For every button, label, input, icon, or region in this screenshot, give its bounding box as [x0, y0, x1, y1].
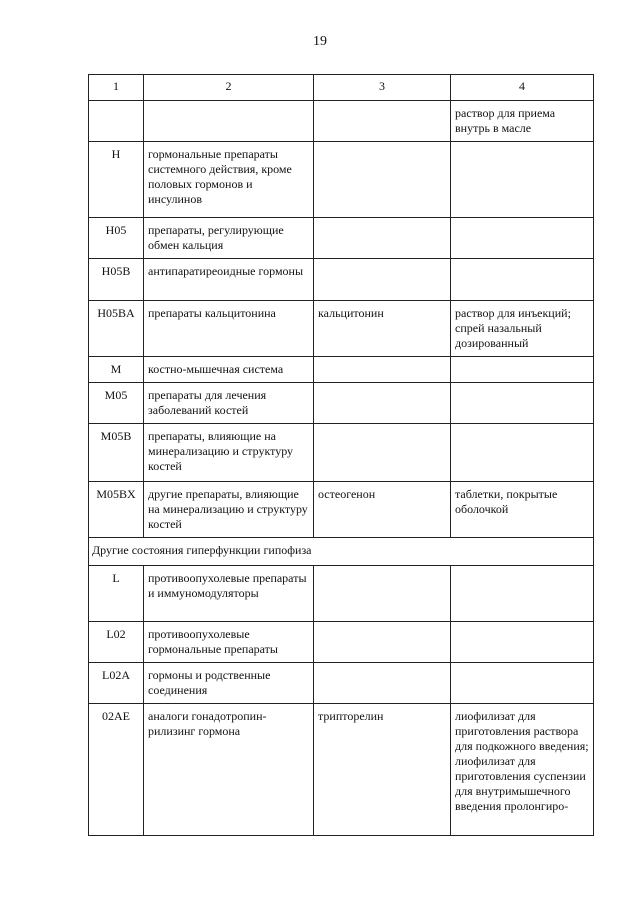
code-cell: M05 [89, 383, 144, 424]
table-row [89, 622, 594, 663]
form-cell [451, 663, 594, 704]
column-header-2: 2 [144, 75, 314, 101]
table-row [89, 357, 594, 383]
group-cell: аналоги гонадотропин-рилизинг гормона [144, 704, 314, 836]
code-cell: M05BX [89, 482, 144, 538]
drug-cell: остеогенон [314, 482, 451, 538]
code-cell: L02A [89, 663, 144, 704]
drug-cell: трипторелин [314, 704, 451, 836]
group-cell: костно-мышечная система [144, 357, 314, 383]
table-row [89, 218, 594, 259]
table-row [89, 383, 594, 424]
page-number: 19 [313, 34, 327, 49]
group-cell: гормоны и родственные соединения [144, 663, 314, 704]
column-header-4: 4 [451, 75, 594, 101]
group-cell: препараты кальцитонина [144, 301, 314, 357]
form-cell: таблетки, покрытые оболочкой [451, 482, 594, 538]
drug-cell [314, 383, 451, 424]
code-cell: H05 [89, 218, 144, 259]
form-cell [451, 622, 594, 663]
form-cell [451, 566, 594, 622]
code-cell: L [89, 566, 144, 622]
table-row [89, 259, 594, 301]
form-cell [451, 259, 594, 301]
group-cell [144, 101, 314, 142]
code-cell: H [89, 142, 144, 218]
table-header-row [89, 75, 594, 101]
drug-cell [314, 101, 451, 142]
form-cell: раствор для инъекций; спрей назальный дозированный [451, 301, 594, 357]
form-cell [451, 383, 594, 424]
drug-cell: кальцитонин [314, 301, 451, 357]
table-row [89, 482, 594, 538]
form-cell [451, 142, 594, 218]
table-row [89, 301, 594, 357]
group-cell: противоопухолевые гормональные препараты [144, 622, 314, 663]
drug-cell [314, 259, 451, 301]
group-cell: противоопухолевые препараты и иммуномодуляторы [144, 566, 314, 622]
form-cell [451, 218, 594, 259]
drug-cell [314, 663, 451, 704]
group-cell: препараты, влияющие на минерализацию и структуру костей [144, 424, 314, 482]
code-cell: H05B [89, 259, 144, 301]
table-row [89, 663, 594, 704]
code-cell: M [89, 357, 144, 383]
form-cell [451, 357, 594, 383]
drug-cell [314, 622, 451, 663]
drug-cell [314, 218, 451, 259]
form-cell: раствор для приема внутрь в масле [451, 101, 594, 142]
section-row [89, 538, 594, 566]
table-row [89, 424, 594, 482]
form-cell: лиофилизат для приготовления раствора для подкожного введения; лиофилизат для приготовления суспензии для внутримышечного введения пролонгиро- [451, 704, 594, 836]
column-header-1: 1 [89, 75, 144, 101]
group-cell: препараты для лечения заболеваний костей [144, 383, 314, 424]
table-row [89, 566, 594, 622]
table-row [89, 704, 594, 836]
code-cell: H05BA [89, 301, 144, 357]
drug-cell [314, 357, 451, 383]
drug-cell [314, 142, 451, 218]
code-cell: 02AE [89, 704, 144, 836]
form-cell [451, 424, 594, 482]
group-cell: другие препараты, влияющие на минерализацию и структуру костей [144, 482, 314, 538]
column-header-3: 3 [314, 75, 451, 101]
code-cell: M05B [89, 424, 144, 482]
group-cell: препараты, регулирующие обмен кальция [144, 218, 314, 259]
drug-cell [314, 424, 451, 482]
group-cell: гормональные препараты системного действия, кроме половых гормонов и инсулинов [144, 142, 314, 218]
medication-table [88, 74, 594, 836]
group-cell: антипаратиреоидные гормоны [144, 259, 314, 301]
table-row [89, 101, 594, 142]
table-row [89, 142, 594, 218]
code-cell: L02 [89, 622, 144, 663]
code-cell [89, 101, 144, 142]
section-title: Другие состояния гиперфункции гипофиза [89, 538, 594, 566]
drug-cell [314, 566, 451, 622]
